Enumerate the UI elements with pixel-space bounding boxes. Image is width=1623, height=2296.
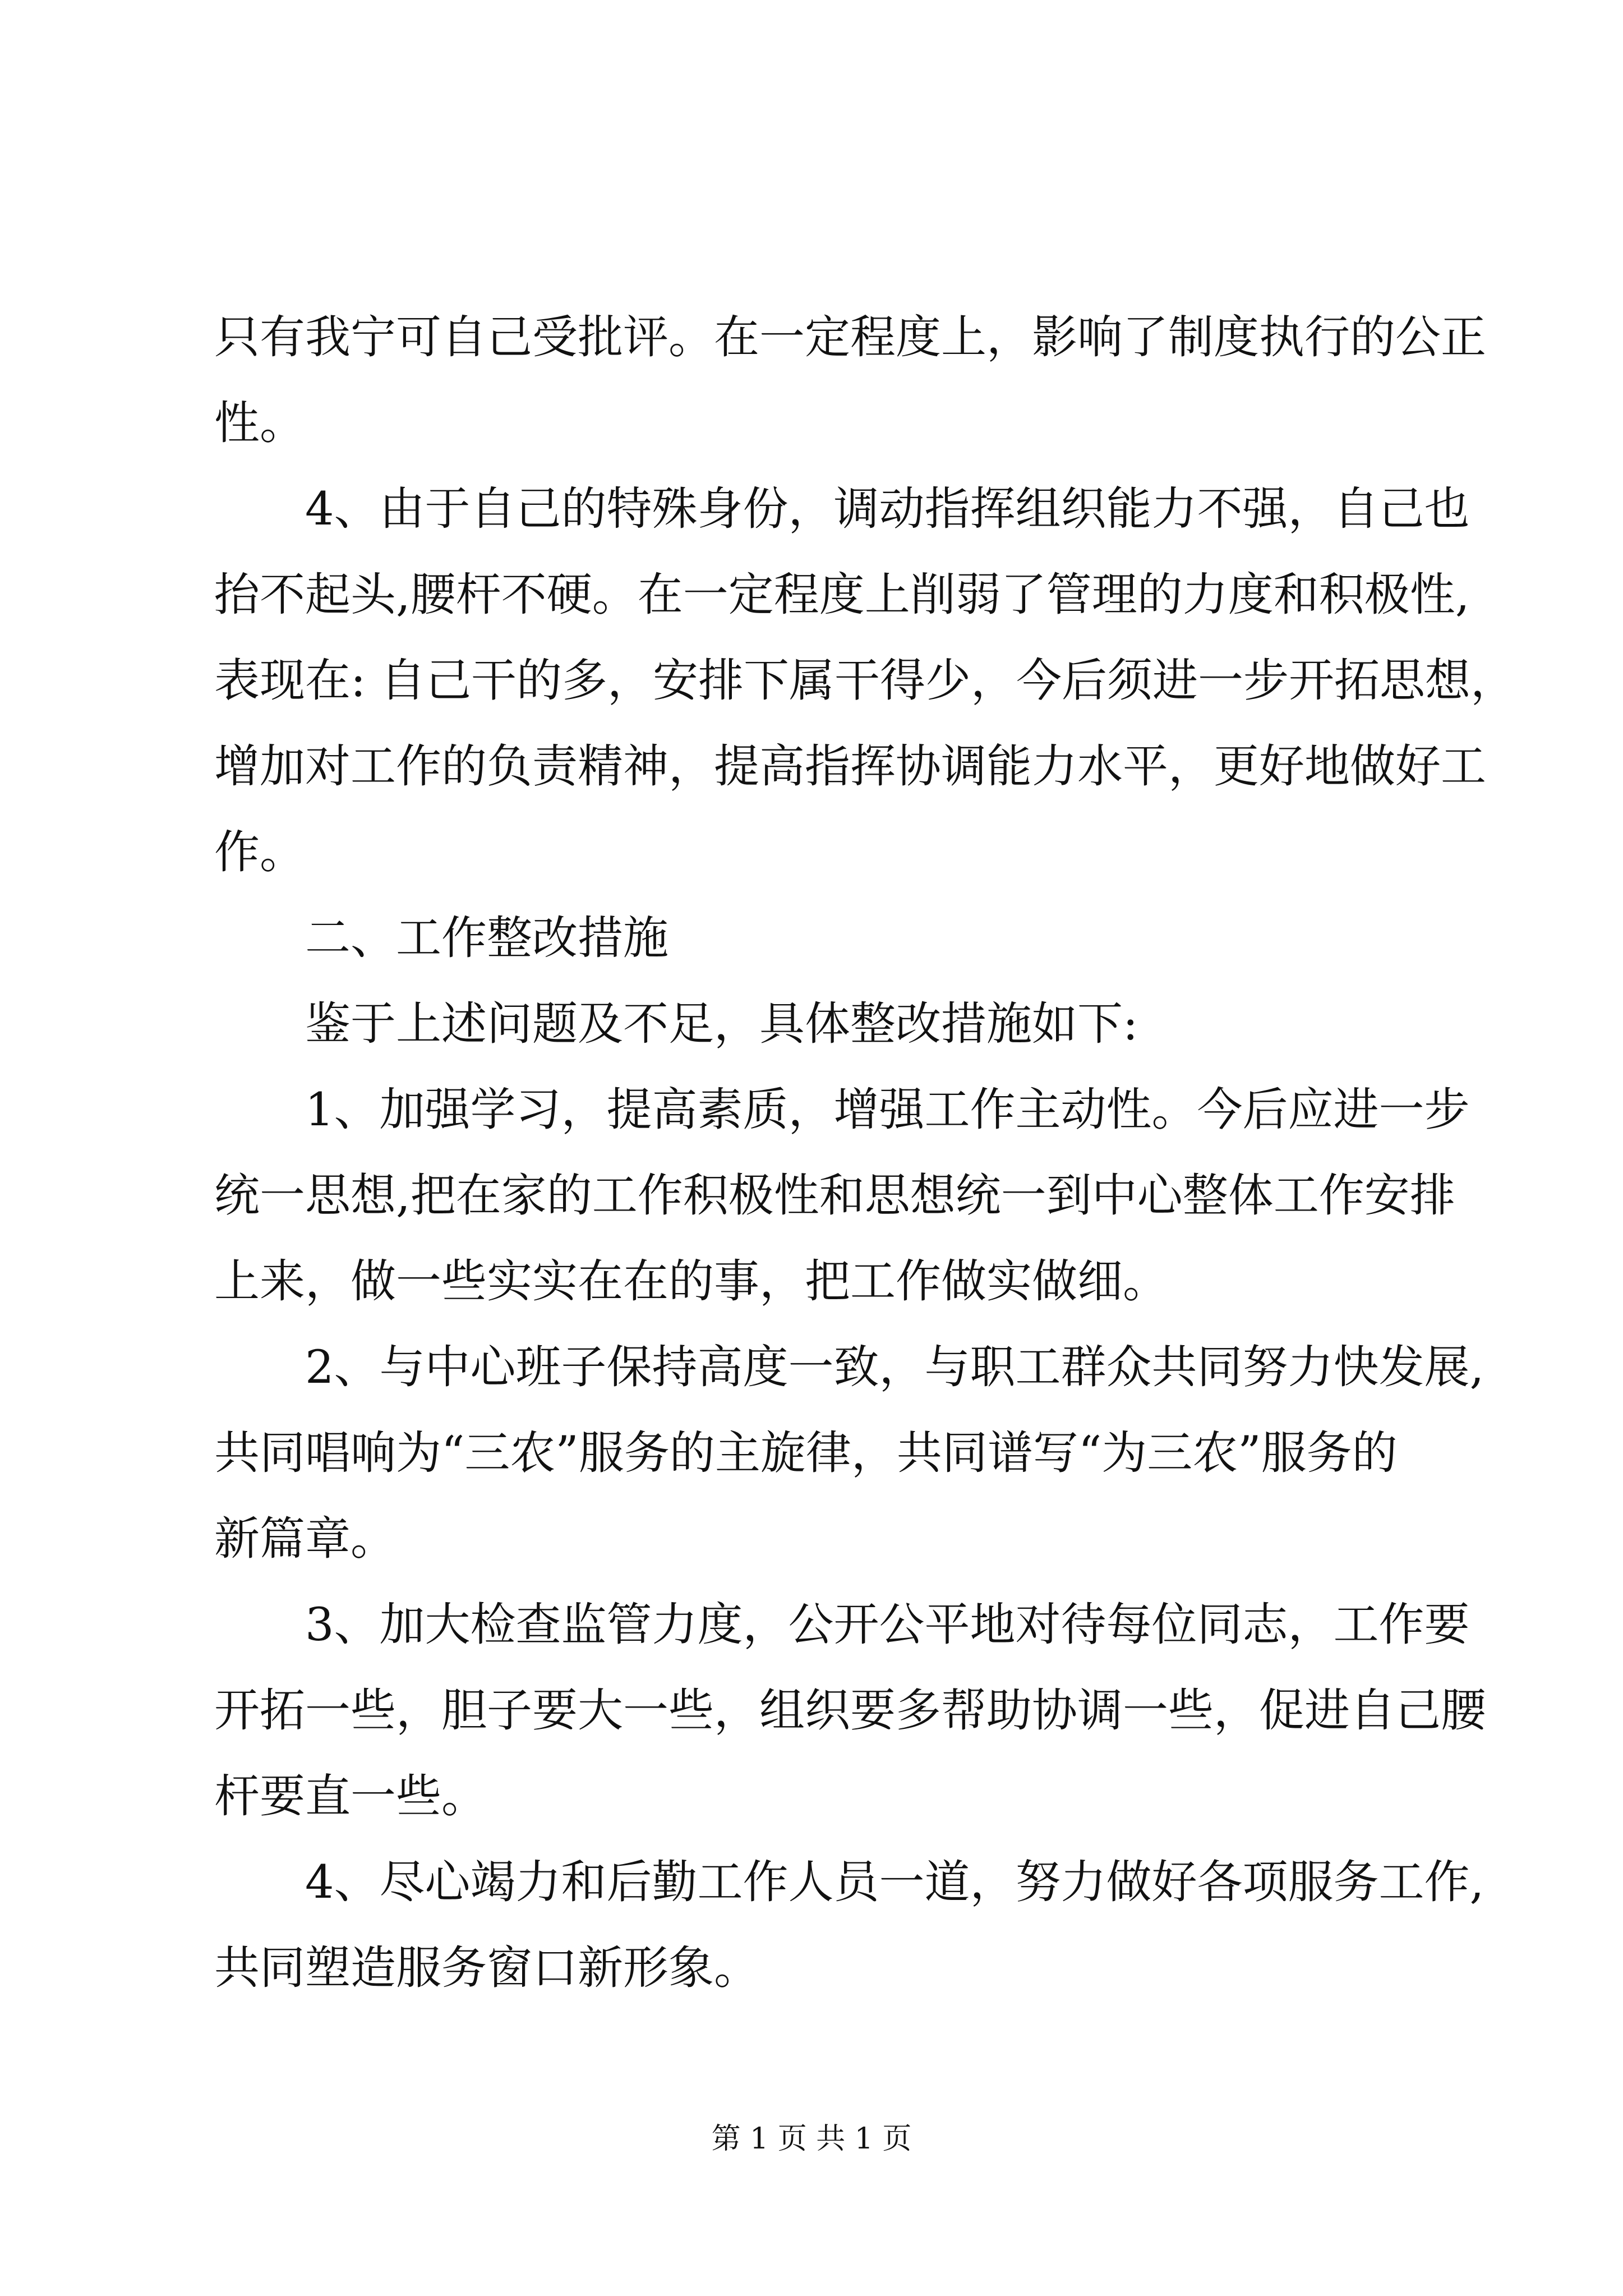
text-line-11: 统一思想,把在家的工作积极性和思想统一到中心整体工作安排 — [214, 1170, 1455, 1222]
text-line-4: 抬不起头,腰杆不硬。在一定程度上削弱了管理的力度和积极性, — [214, 569, 1470, 622]
text-line-10: 1、加强学习，提高素质，增强工作主动性。今后应进一步 — [305, 1084, 1470, 1137]
text-line-5: 表现在: 自己干的多，安排下属干得少，今后须进一步开拓思想， — [214, 655, 1516, 707]
text-line-1: 只有我宁可自己受批评。在一定程度上，影响了制度执行的公正 — [214, 311, 1487, 364]
document-body — [214, 295, 1516, 2012]
text-line-17: 开拓一些，胆子要大一些，组织要多帮助协调一些，促进自己腰 — [214, 1685, 1487, 1737]
text-line-2: 性。 — [214, 397, 306, 450]
text-line-6: 增加对工作的负责精神，提高指挥协调能力水平，更好地做好工 — [214, 740, 1487, 793]
text-line-7: 作。 — [214, 826, 306, 879]
text-line-18: 杆要直一些。 — [214, 1770, 487, 1823]
text-line-12: 上来，做一些实实在在的事，把工作做实做细。 — [214, 1255, 1169, 1308]
text-line-16: 3、加大检查监管力度，公开公平地对待每位同志，工作要 — [305, 1599, 1470, 1651]
section-heading: 二、工作整改措施 — [305, 912, 669, 965]
text-line-14: 共同唱响为“三农”服务的主旋律，共同谱写“为三农”服务的 — [214, 1427, 1398, 1480]
text-line-15: 新篇章。 — [214, 1513, 396, 1566]
text-line-13: 2、与中心班子保持高度一致，与职工群众共同努力快发展, — [305, 1341, 1484, 1394]
text-line-20: 共同塑造服务窗口新形象。 — [214, 1942, 760, 1995]
text-line-9: 鉴于上述问题及不足，具体整改措施如下: — [305, 998, 1138, 1051]
page-footer: 第 1 页 共 1 页 — [711, 2122, 912, 2156]
text-line-19: 4、尽心竭力和后勤工作人员一道，努力做好各项服务工作, — [305, 1856, 1484, 1909]
text-line-3: 4、由于自己的特殊身份，调动指挥组织能力不强，自己也 — [305, 483, 1470, 536]
